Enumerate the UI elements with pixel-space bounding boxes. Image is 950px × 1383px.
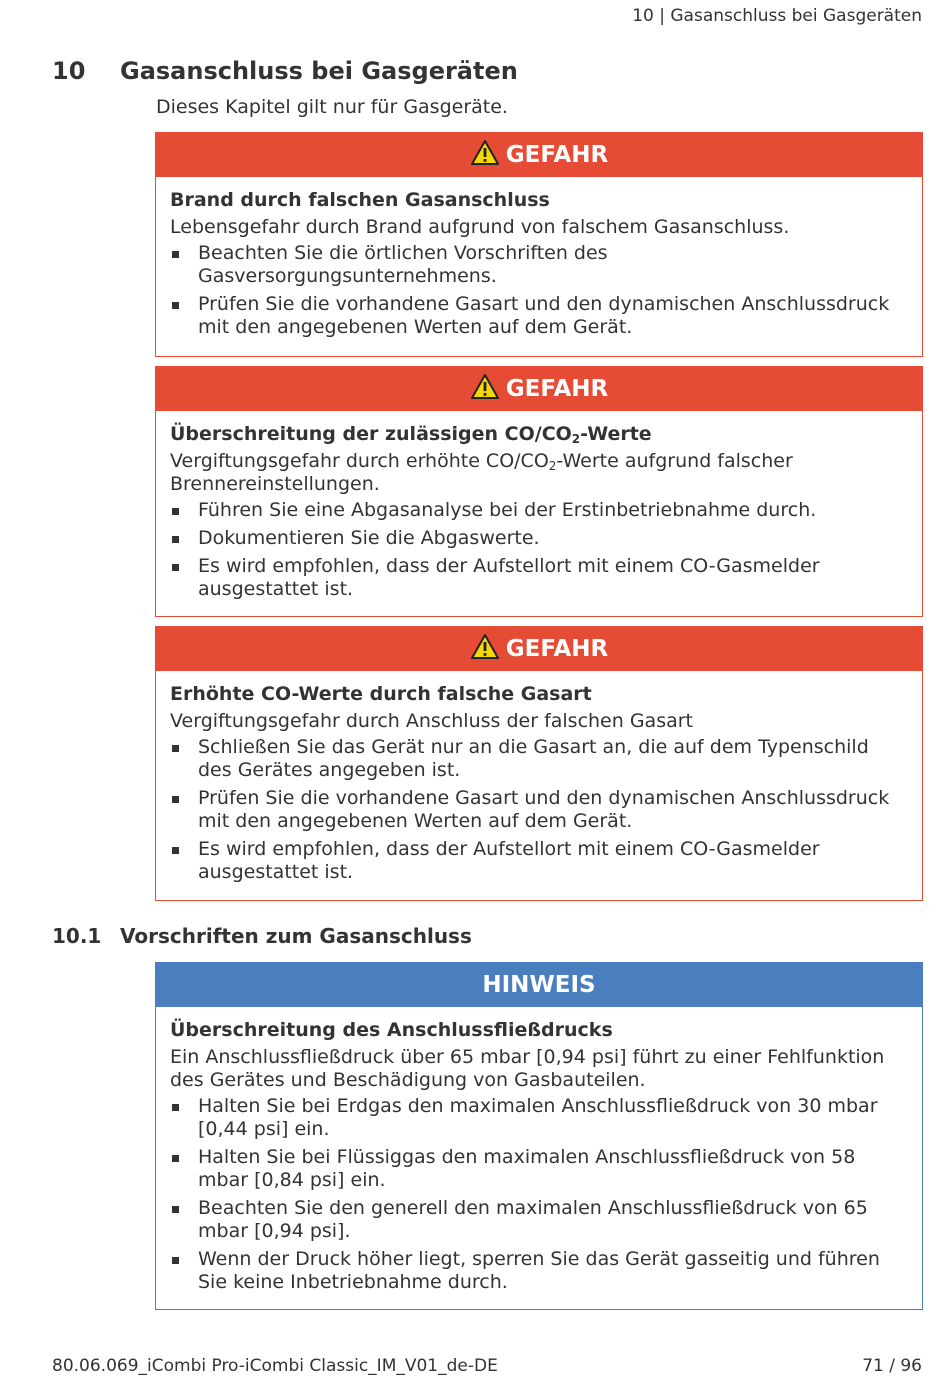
danger-notice-gas-type <box>155 626 923 901</box>
list-item: Führen Sie eine Abgasanalyse bei der Erstinbetriebnahme durch. <box>170 499 908 522</box>
footer-page-number: 71 / 96 <box>862 1356 922 1376</box>
danger-text: Lebensgefahr durch Brand aufgrund von falschem Gasanschluss. <box>170 216 790 238</box>
hint-text: Ein Anschlussfließdruck über 65 mbar [0,94 psi] führt zu einer Fehlfunktion des Gerätes und Beschädigung von Gasbauteilen. <box>170 1046 885 1091</box>
chapter-intro: Dieses Kapitel gilt nur für Gasgeräte. <box>156 96 508 118</box>
danger-instructions <box>170 499 908 601</box>
danger-body <box>156 411 922 616</box>
list-item: Beachten Sie den generell den maximalen Anschlussfließdruck von 65 mbar [0,94 psi]. <box>170 1197 908 1243</box>
list-item: Prüfen Sie die vorhandene Gasart und den dynamischen Anschlussdruck mit den angegebenen Werten auf dem Gerät. <box>170 787 908 833</box>
section-heading <box>52 924 472 948</box>
danger-label: GEFAHR <box>505 376 609 402</box>
list-item: Schließen Sie das Gerät nur an die Gasart an, die auf dem Typenschild des Gerätes angegeben ist. <box>170 736 908 782</box>
danger-title: Erhöhte CO-Werte durch falsche Gasart <box>170 683 592 705</box>
list-item: Beachten Sie die örtlichen Vorschriften des Gasversorgungsunternehmens. <box>170 242 908 288</box>
hint-label: HINWEIS <box>482 972 596 998</box>
hint-title: Überschreitung des Anschlussfließdrucks <box>170 1019 613 1041</box>
running-header: 10 | Gasanschluss bei Gasgeräten <box>632 6 922 26</box>
danger-title: Brand durch falschen Gasanschluss <box>170 189 550 211</box>
danger-body <box>156 177 922 354</box>
list-item: Es wird empfohlen, dass der Aufstellort mit einem CO-Gasmelder ausgestattet ist. <box>170 555 908 601</box>
danger-text: Vergiftungsgefahr durch Anschluss der falschen Gasart <box>170 710 694 732</box>
chapter-title: Gasanschluss bei Gasgeräten <box>120 57 518 85</box>
warning-triangle-icon <box>470 633 500 660</box>
footer-document-id: 80.06.069_iCombi Pro-iCombi Classic_IM_V01_de-DE <box>52 1356 498 1376</box>
hint-notice-pressure <box>155 962 923 1310</box>
list-item: Halten Sie bei Erdgas den maximalen Anschlussfließdruck von 30 mbar [0,44 psi] ein. <box>170 1095 908 1141</box>
chapter-heading <box>52 57 518 85</box>
warning-triangle-icon <box>470 373 500 400</box>
danger-notice-co-values <box>155 366 923 617</box>
section-title: Vorschriften zum Gasanschluss <box>120 924 472 948</box>
danger-body <box>156 671 922 899</box>
chapter-number: 10 <box>52 57 86 85</box>
danger-notice-fire <box>155 132 923 357</box>
danger-title: Überschreitung der zulässigen $CO/CO_2$-Werte <box>170 423 652 446</box>
list-item: Es wird empfohlen, dass der Aufstellort mit einem CO-Gasmelder ausgestattet ist. <box>170 838 908 884</box>
danger-header <box>156 627 922 671</box>
list-item: Halten Sie bei Flüssiggas den maximalen Anschlussfließdruck von 58 mbar [0,84 psi] ein. <box>170 1146 908 1192</box>
danger-header <box>156 133 922 177</box>
list-item: Dokumentieren Sie die Abgaswerte. <box>170 527 908 550</box>
hint-header <box>156 963 922 1007</box>
hint-body <box>156 1007 922 1309</box>
danger-label: GEFAHR <box>505 142 609 168</box>
danger-text: Vergiftungsgefahr durch erhöhte $CO/CO_2$-Werte aufgrund falscher Brennereinstellungen. <box>170 450 793 495</box>
danger-instructions <box>170 242 908 339</box>
section-number: 10.1 <box>52 924 102 948</box>
hint-instructions <box>170 1095 908 1294</box>
danger-label: GEFAHR <box>505 636 609 662</box>
warning-triangle-icon <box>470 139 500 166</box>
danger-instructions <box>170 736 908 884</box>
list-item: Prüfen Sie die vorhandene Gasart und den dynamischen Anschlussdruck mit den angegebenen Werten auf dem Gerät. <box>170 293 908 339</box>
list-item: Wenn der Druck höher liegt, sperren Sie das Gerät gasseitig und führen Sie keine Inbetriebnahme durch. <box>170 1248 908 1294</box>
danger-header <box>156 367 922 411</box>
